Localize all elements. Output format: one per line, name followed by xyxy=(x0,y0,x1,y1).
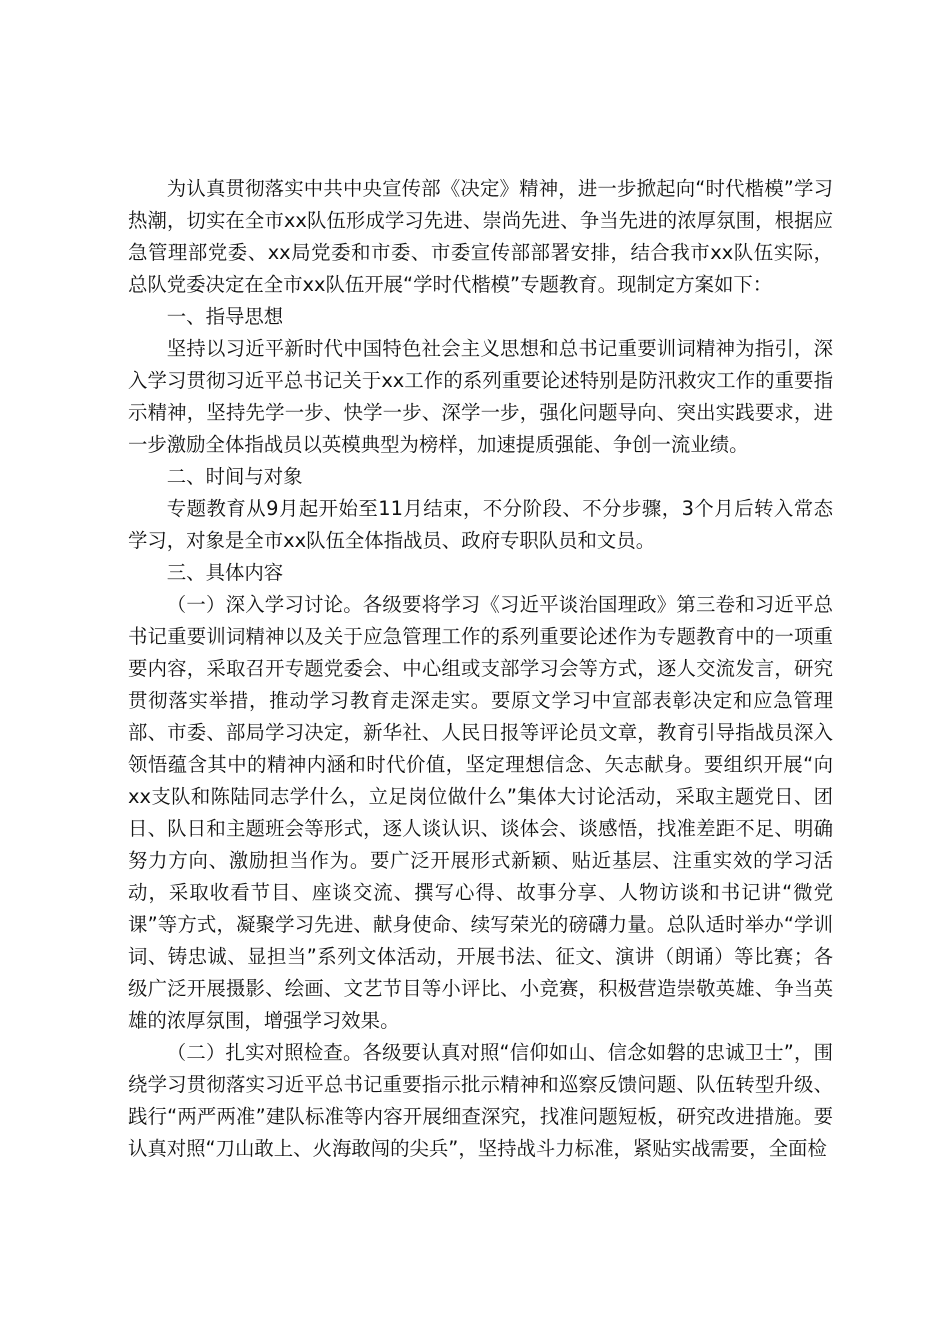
section-1-paragraph: 坚持以习近平新时代中国特色社会主义思想和总书记重要训词精神为指引，深入学习贯彻习近平总书记关于xx工作的系列重要论述特别是防汛救灾工作的重要指示精神，坚持先学一步、快学一步、深学一步，强化问题导向、突出实践要求，进一步激励全体指战员以英模典型为榜样，加速提质强能、争创一流业绩。 xyxy=(128,337,833,456)
intro-paragraph: 为认真贯彻落实中共中央宣传部《决定》精神，进一步掀起向“时代楷模”学习热潮，切实在全市xx队伍形成学习先进、崇尚先进、争当先进的浓厚氛围，根据应急管理部党委、xx局党委和市委、市委宣传部部署安排，结合我市xx队伍实际，总队党委决定在全市xx队伍开展“学时代楷模”专题教育。现制定方案如下： xyxy=(128,177,833,296)
section-1-heading: 一、指导思想 xyxy=(166,305,284,328)
section-2-paragraph: 专题教育从9月起开始至11月结束，不分阶段、不分步骤，3个月后转入常态学习，对象是全市xx队伍全体指战员、政府专职队员和文员。 xyxy=(128,497,833,552)
section-3-item-2-paragraph: （二）扎实对照检查。各级要认真对照“信仰如山、信念如磐的忠诚卫士”，围绕学习贯彻落实习近平总书记重要指示批示精神和巡察反馈问题、队伍转型升级、践行“两严两准”建队标准等内容开展细查深究，找准问题短板，研究改进措施。要认真对照“刀山敢上、火海敢闯的尖兵”，坚持战斗力标准，紧贴实战需要，全面检 xyxy=(128,1041,833,1160)
section-3-heading: 三、具体内容 xyxy=(166,561,284,584)
document-body xyxy=(128,173,833,1165)
section-3-item-1-paragraph: （一）深入学习讨论。各级要将学习《习近平谈治国理政》第三卷和习近平总书记重要训词精神以及关于应急管理工作的系列重要论述作为专题教育中的一项重要内容，采取召开专题党委会、中心组或支部学习会等方式，逐人交流发言，研究贯彻落实举措，推动学习教育走深走实。要原文学习中宣部表彰决定和应急管理部、市委、部局学习决定，新华社、人民日报等评论员文章，教育引导指战员深入领悟蕴含其中的精神内涵和时代价值，坚定理想信念、矢志献身。要组织开展“向xx支队和陈陆同志学什么，立足岗位做什么”集体大讨论活动，采取主题党日、团日、队日和主题班会等形式，逐人谈认识、谈体会、谈感悟，找准差距不足、明确努力方向、激励担当作为。要广泛开展形式新颖、贴近基层、注重实效的学习活动，采取收看节目、座谈交流、撰写心得、故事分享、人物访谈和书记讲“微党课”等方式，凝聚学习先进、献身使命、续写荣光的磅礴力量。总队适时举办“学训词、铸忠诚、显担当”系列文体活动，开展书法、征文、演讲（朗诵）等比赛；各级广泛开展摄影、绘画、文艺节目等小评比、小竞赛，积极营造崇敬英雄、争当英雄的浓厚氛围，增强学习效果。 xyxy=(128,593,833,1032)
section-2-heading: 二、时间与对象 xyxy=(166,465,303,488)
